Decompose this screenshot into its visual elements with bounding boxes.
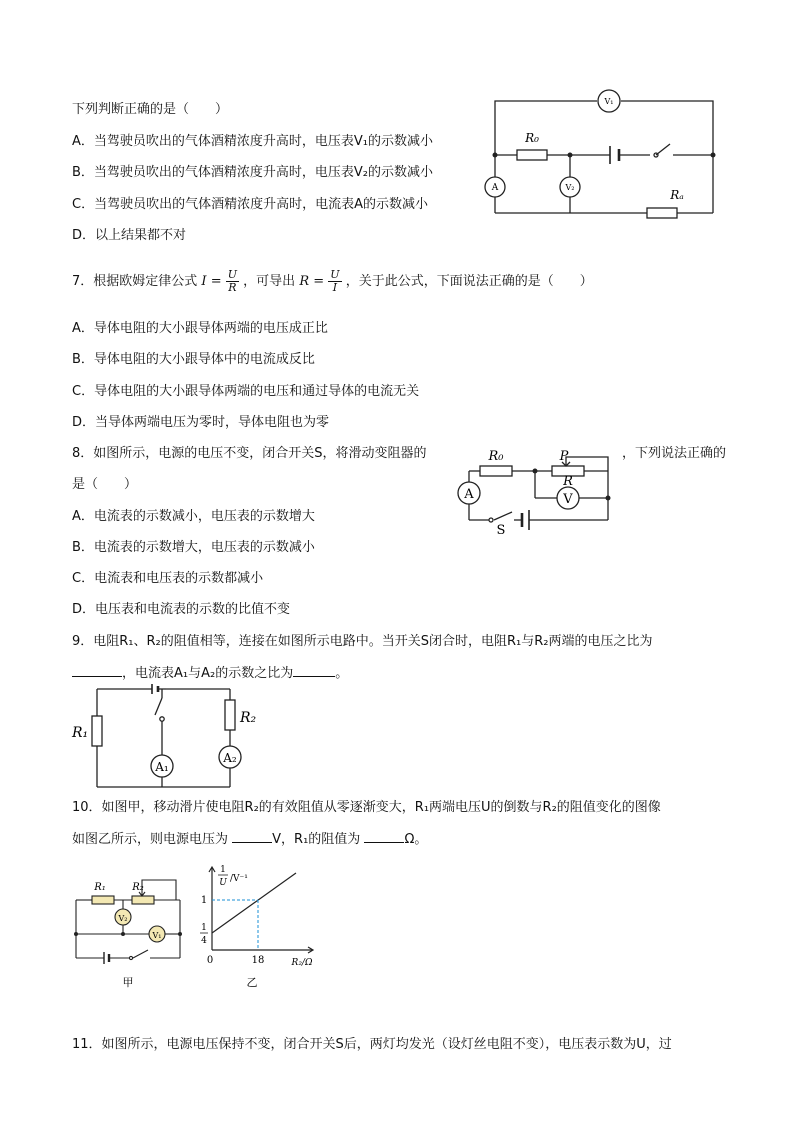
q7-option-a: A．导体电阻的大小跟导体两端的电压成正比 xyxy=(72,321,328,336)
q8-s-label: S xyxy=(496,523,506,536)
q8-option-b: B．电流表的示数增大，电压表的示数减小 xyxy=(72,540,315,555)
q10-yi-yunit: /V⁻¹ xyxy=(230,874,248,884)
q8-option-d: D．电压表和电流表的示数的比值不变 xyxy=(72,602,291,617)
q9-line2-end: 。 xyxy=(335,666,349,681)
q10-yi-origin: 0 xyxy=(206,955,214,966)
q7-f1-den: R xyxy=(228,281,237,294)
q10-yi-caption: 乙 xyxy=(246,976,258,989)
q7-prefix: 7．根据欧姆定律公式 xyxy=(72,274,198,289)
q8-stem-part2: ，下列说法正确的 xyxy=(622,446,727,461)
q8-v-label: V xyxy=(563,492,573,507)
q10-yi-xtick: 18 xyxy=(251,955,265,966)
q10-line2-unit1: V，R₁的阻值为 xyxy=(272,832,361,847)
q10-yi-ylabel-den: U xyxy=(219,878,227,888)
q8-circuit-figure xyxy=(456,440,618,536)
q7-suffix: ，关于此公式，下面说法正确的是（ ） xyxy=(345,274,593,289)
q7-f2-num: U xyxy=(330,268,340,281)
q6-option-c: C．当驾驶员吹出的气体酒精浓度升高时，电流表A的示数减小 xyxy=(72,197,428,212)
q6-r0-label: R₀ xyxy=(525,131,539,145)
q10-line2-text: 如图乙所示，则电源电压为 xyxy=(72,832,229,847)
q6-ra-label: Rₐ xyxy=(670,188,684,202)
q7-stem: 7．根据欧姆定律公式 I = $\frac{U}{R}$ ，可导出 R = $\frac{U}{I}$ ，关于此公式，下面说法正确的是（ ） xyxy=(72,268,593,294)
q9-blank-1[interactable] xyxy=(72,664,122,677)
q6-option-a: A．当驾驶员吹出的气体酒精浓度升高时，电压表V₁的示数减小 xyxy=(72,134,433,149)
q10-blank-voltage[interactable] xyxy=(232,830,272,843)
q10-jia-v1-label: V₁ xyxy=(152,931,162,940)
q8-option-c: C．电流表和电压表的示数都减小 xyxy=(72,571,264,586)
q9-line1: 9．电阻R₁、R₂的阻值相等，连接在如图所示电路中。当开关S闭合时，电阻R₁与R₂两端的电压之比为 xyxy=(72,634,653,649)
q8-p-label: P xyxy=(559,449,569,464)
q7-option-c: C．导体电阻的大小跟导体两端的电压和通过导体的电流无关 xyxy=(72,384,420,399)
q8-option-a: A．电流表的示数减小，电压表的示数增大 xyxy=(72,509,315,524)
q7-f2-den: I xyxy=(332,281,338,294)
q9-blank-2[interactable] xyxy=(293,664,335,677)
q11-line1: 11．如图所示，电源电压保持不变，闭合开关S后，两灯均发光（设灯丝电阻不变），电压表示数为U，过 xyxy=(72,1037,672,1052)
q6-a-label: A xyxy=(491,183,499,193)
q9-r1-label: R₁ xyxy=(72,725,89,741)
q10-fig-jia xyxy=(70,874,188,992)
q9-a2-label: A₂ xyxy=(223,751,237,765)
q10-jia-r2-label: R₂ xyxy=(132,882,144,893)
q10-line2-unit2: Ω。 xyxy=(404,832,428,847)
q6-v2-label: V₂ xyxy=(565,183,575,192)
q8-stem-part1: 8．如图所示，电源的电压不变，闭合开关S，将滑动变阻器的 xyxy=(72,446,427,461)
q8-stem-line2: 是（ ） xyxy=(72,477,138,492)
q10-yi-ytick-q-num: 1 xyxy=(201,923,207,933)
q8-r0-label: R₀ xyxy=(488,449,504,464)
q7-f1-lhs: I xyxy=(201,274,207,289)
q6-v1-label: V₁ xyxy=(604,97,614,106)
q10-yi-ylabel-num: 1 xyxy=(220,865,226,875)
q6-stem: 下列判断正确的是（ ） xyxy=(72,102,229,117)
q9-r2-label: R₂ xyxy=(240,710,257,726)
q7-formula1-fraction xyxy=(226,269,239,294)
q6-option-b: B．当驾驶员吹出的气体酒精浓度升高时，电压表V₂的示数减小 xyxy=(72,165,434,180)
q10-jia-v2-label: V₂ xyxy=(118,914,128,923)
q10-jia-r1-label: R₁ xyxy=(94,882,106,893)
q10-fig-yi xyxy=(196,858,324,992)
q7-option-b: B．导体电阻的大小跟导体中的电流成反比 xyxy=(72,352,315,367)
q10-line1: 10．如图甲，移动滑片使电阻R₂的有效阻值从零逐渐变大，R₁两端电压U的倒数与R₂的阻值变化的图像 xyxy=(72,800,661,815)
q10-yi-ytick-q-den: 4 xyxy=(201,936,207,946)
q10-jia-caption: 甲 xyxy=(122,976,134,989)
q9-line2-text: ，电流表A₁与A₂的示数之比为 xyxy=(122,666,294,681)
q10-yi-ytick-1: 1 xyxy=(200,895,208,906)
q6-circuit-figure xyxy=(470,88,720,220)
q7-f2-lhs: R xyxy=(299,274,310,289)
q7-middle: ，可导出 xyxy=(243,274,296,289)
q9-circuit-figure xyxy=(70,684,260,792)
q9-a1-label: A₁ xyxy=(155,760,169,774)
q10-blank-resistance[interactable] xyxy=(364,830,404,843)
q7-f1-num: U xyxy=(227,268,238,281)
q9-line2 xyxy=(72,664,348,683)
q10-line2 xyxy=(72,830,427,849)
q7-option-d: D．当导体两端电压为零时，导体电阻也为零 xyxy=(72,415,330,430)
q8-a-label: A xyxy=(464,487,474,502)
q7-formula2-fraction xyxy=(328,269,341,294)
q8-r-label: R xyxy=(563,474,573,489)
q10-yi-xlabel: R₂/Ω xyxy=(291,958,313,968)
q6-option-d: D．以上结果都不对 xyxy=(72,228,187,243)
